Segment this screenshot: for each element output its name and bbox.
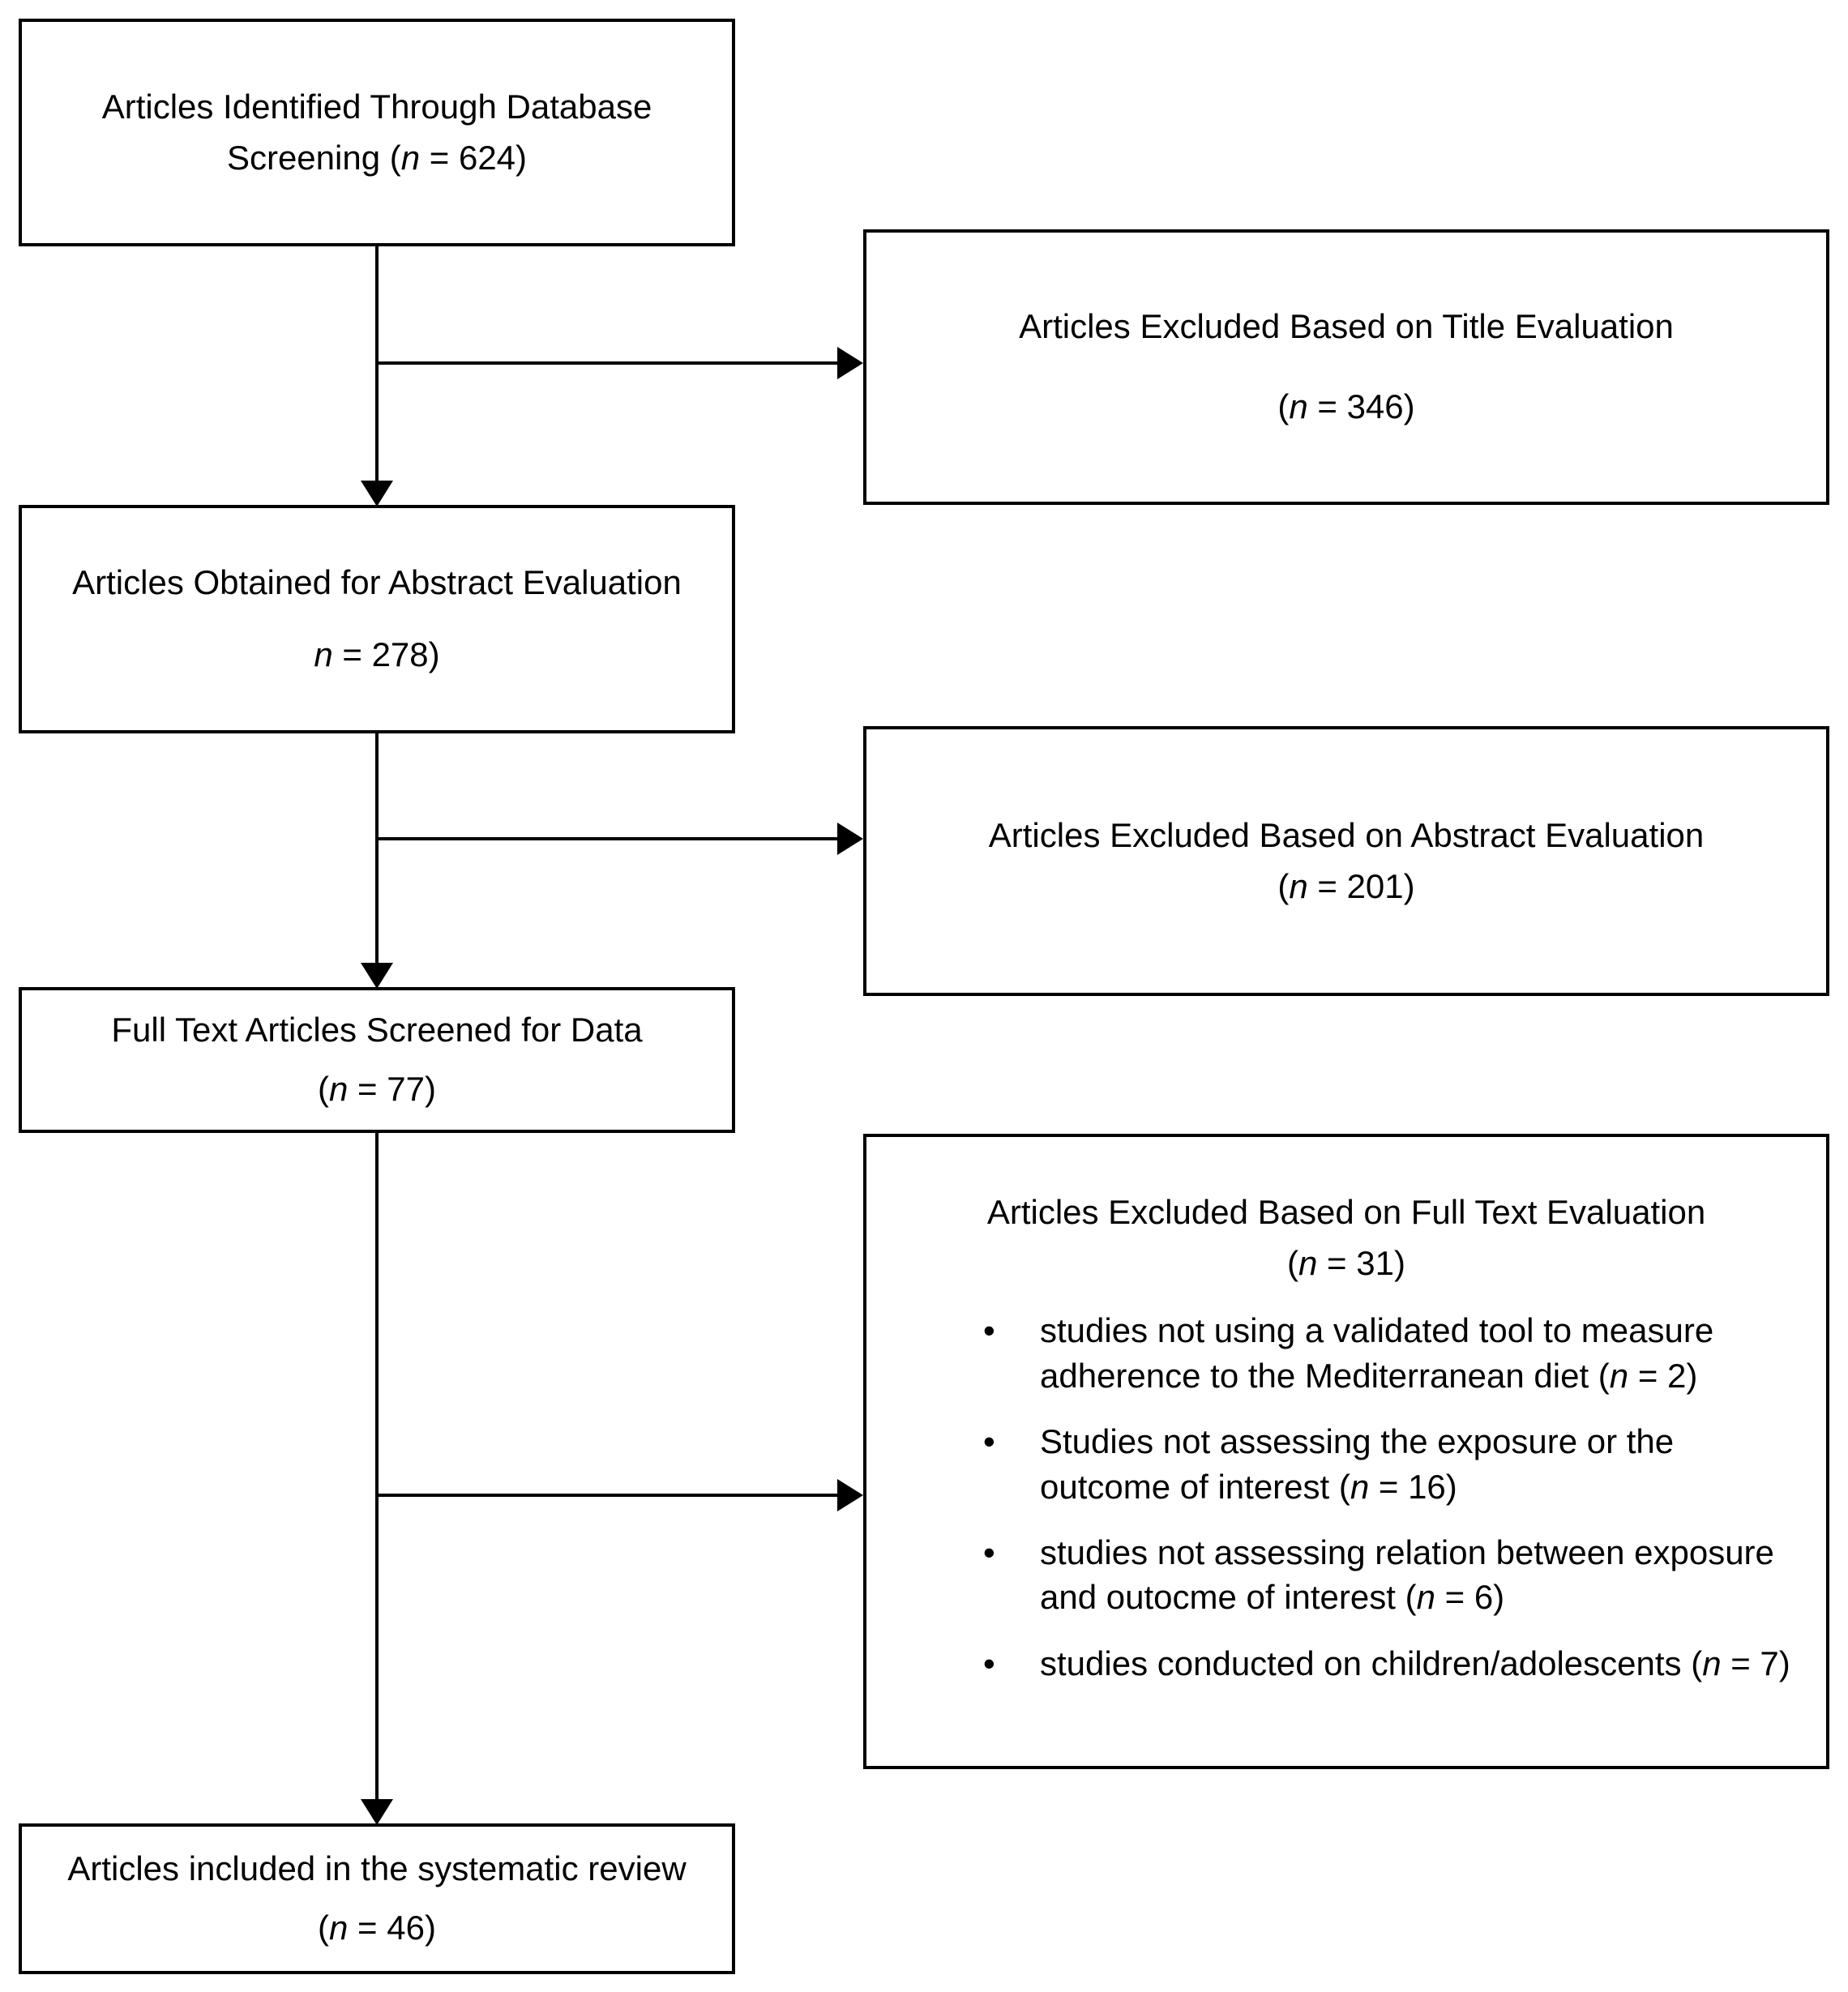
branch-line-1 (375, 361, 839, 365)
bullet-icon: • (983, 1644, 995, 1682)
count-prefix: ( (1277, 866, 1290, 905)
count-suffix: = 201) (1307, 866, 1415, 905)
title-text: Articles Identified Through Database (101, 87, 652, 126)
n-symbol: n (1289, 866, 1308, 905)
count-prefix: ( (1277, 387, 1290, 425)
title-text: Full Text Articles Screened for Data (111, 1011, 643, 1049)
item-suffix: = 7) (1721, 1644, 1790, 1682)
connector-line-2 (375, 733, 379, 963)
list-item (972, 1530, 1790, 1620)
box-identified (19, 19, 735, 246)
list-item-text (1040, 1641, 1790, 1686)
item-suffix: = 6) (1435, 1578, 1505, 1617)
box-title (102, 85, 652, 130)
title-text: Articles Obtained for Abstract Evaluation (72, 563, 682, 602)
n-symbol: n (1289, 387, 1308, 425)
down-arrowhead-3 (361, 1799, 393, 1825)
box-title (72, 561, 682, 605)
item-prefix: studies not assessing relation between exposure and outocme of interest ( (1040, 1532, 1774, 1617)
bullet-icon: • (983, 1422, 995, 1461)
bullet-icon: • (983, 1532, 995, 1571)
list-item (972, 1641, 1790, 1686)
list-item-text (1040, 1419, 1790, 1509)
count-suffix: = 346) (1307, 387, 1415, 425)
count-prefix: ( (1287, 1243, 1299, 1282)
down-arrowhead-2 (361, 963, 393, 989)
box-excluded-title (863, 229, 1829, 505)
right-arrowhead-2 (837, 823, 863, 855)
item-suffix: = 16) (1369, 1467, 1457, 1506)
item-prefix: studies conducted on children/adolescents ( (1040, 1644, 1703, 1682)
box-excluded-fulltext (863, 1134, 1829, 1769)
count-suffix: = 46) (348, 1909, 436, 1947)
branch-line-2 (375, 837, 839, 840)
count-suffix: = 624) (420, 138, 528, 177)
box-abstract-obtained (19, 505, 735, 733)
box-count (1287, 1242, 1405, 1286)
n-symbol: n (329, 1909, 349, 1947)
bullet-icon: • (983, 1311, 995, 1350)
box-title (1019, 305, 1674, 349)
title-text: Articles Excluded Based on Full Text Evaluation (986, 1193, 1706, 1231)
box-count (318, 1067, 436, 1112)
item-prefix: studies not using a validated tool to measure adherence to the Mediterranean diet ( (1040, 1311, 1714, 1395)
box-excluded-abstract (863, 726, 1829, 996)
box-title (67, 1847, 686, 1892)
n-symbol: n (1416, 1578, 1435, 1617)
n-symbol: n (1350, 1467, 1370, 1506)
box-count (227, 136, 527, 181)
box-count (318, 1906, 436, 1951)
box-title (989, 814, 1705, 858)
exclusion-reasons-list (866, 1285, 1826, 1707)
box-included (19, 1823, 735, 1974)
box-title (987, 1190, 1705, 1235)
right-arrowhead-1 (837, 347, 863, 379)
list-item-text (1040, 1530, 1790, 1620)
box-count (314, 633, 439, 678)
title-text: Articles Excluded Based on Title Evaluation (1019, 307, 1674, 346)
branch-line-3 (375, 1494, 839, 1497)
n-symbol: n (400, 138, 421, 177)
item-prefix: Studies not assessing the exposure or the outcome of interest ( (1040, 1422, 1675, 1506)
count-suffix: = 31) (1317, 1243, 1405, 1282)
right-arrowhead-3 (837, 1479, 863, 1511)
title-text: Articles included in the systematic review (67, 1849, 687, 1888)
n-symbol: n (1298, 1243, 1318, 1282)
count-suffix: = 77) (348, 1070, 436, 1108)
box-fulltext-screened (19, 987, 735, 1133)
list-item-text (1040, 1308, 1790, 1398)
box-count (1277, 865, 1414, 909)
count-prefix: ( (318, 1070, 330, 1108)
connector-line-3 (375, 1133, 379, 1799)
list-item (972, 1308, 1790, 1398)
list-item (972, 1419, 1790, 1509)
down-arrowhead-1 (361, 481, 393, 507)
box-count (1277, 385, 1414, 430)
n-symbol: n (329, 1070, 349, 1108)
box-title (111, 1008, 642, 1053)
n-symbol: n (1702, 1644, 1722, 1682)
count-suffix: = 278) (332, 635, 440, 673)
n-symbol: n (1609, 1356, 1629, 1395)
title-text: Articles Excluded Based on Abstract Evaluation (988, 815, 1705, 854)
item-suffix: = 2) (1628, 1356, 1698, 1395)
n-symbol: n (314, 635, 333, 673)
count-prefix: Screening ( (226, 138, 401, 177)
count-prefix: ( (318, 1909, 330, 1947)
